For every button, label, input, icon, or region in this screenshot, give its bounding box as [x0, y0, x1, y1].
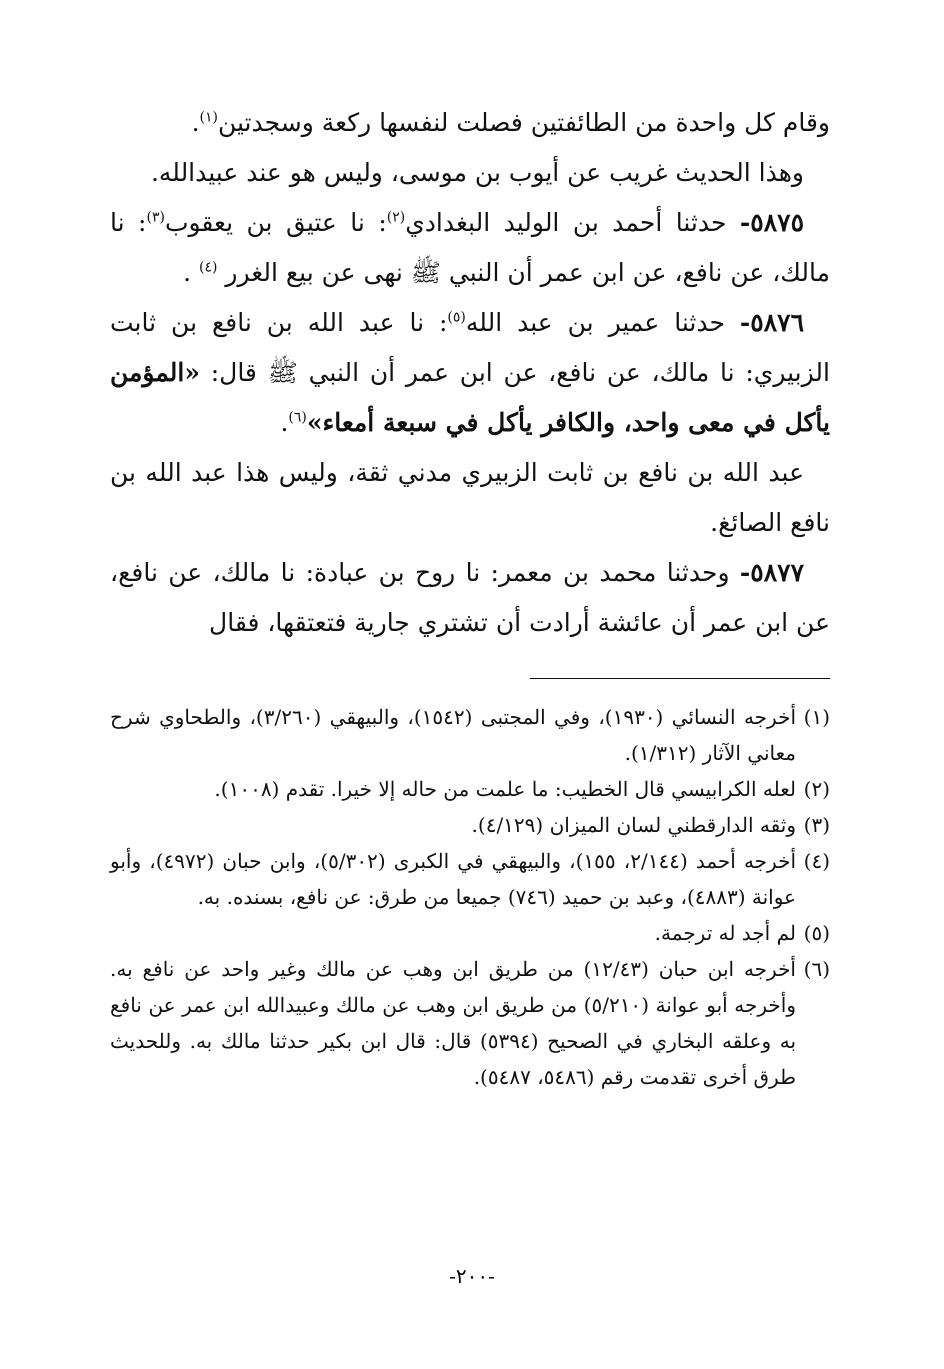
hadith-number: ٥٨٧٧- — [739, 558, 804, 587]
footnote-mark: (٢) — [803, 777, 830, 801]
hadith-text: حدثنا أحمد بن الوليد البغدادي — [405, 208, 740, 237]
footnote — [110, 807, 830, 843]
hadith-number: ٥٨٧٥- — [739, 208, 804, 237]
hadith-text: : نا عتيق بن يعقوب — [164, 208, 387, 237]
footnote-ref-6: (٦) — [288, 409, 307, 426]
footnote-ref-4: (٤) — [199, 259, 218, 276]
main-text — [110, 98, 830, 648]
paragraph-2: وهذا الحديث غريب عن أيوب بن موسى، وليس هو عند عبيدالله. — [150, 158, 804, 187]
footnote — [110, 699, 830, 771]
footnote — [110, 951, 830, 1095]
footnote-separator — [530, 678, 830, 679]
footnote-text: أخرجه النسائي (١٩٣٠)، وفي المجتبى (١٥٤٢)، والبيهقي (٣/٢٦٠)، والطحاوي شرح معاني الآثار (١/٣١٢). — [110, 705, 796, 765]
footnote-mark: (٣) — [803, 813, 830, 837]
paragraph-abdallah: عبد الله بن نافع بن ثابت الزبيري مدني ثقة، وليس هذا عبد الله بن نافع الصائغ. — [110, 458, 830, 537]
footnote — [110, 915, 830, 951]
hadith-5877 — [110, 548, 830, 648]
footnote-ref-1: (١) — [199, 109, 218, 126]
hadith-5875 — [110, 198, 830, 298]
footnote — [110, 843, 830, 915]
hadith-text: . — [183, 258, 199, 287]
hadith-text: وحدثنا محمد بن معمر: نا روح بن عبادة: نا مالك، عن نافع، عن ابن عمر أن عائشة أرادت أن تشتري جارية فتعتقها، فقال — [110, 558, 830, 637]
footnote — [110, 771, 830, 807]
hadith-number: ٥٨٧٦- — [739, 308, 805, 337]
hadith-text: : نا مالك، عن نافع، عن ابن عمر أن النبي ﷺ نهى عن بيع الغرر — [110, 208, 830, 287]
footnote-mark: (٥) — [803, 921, 830, 945]
footnote-ref-3: (٣) — [146, 209, 165, 226]
footnote-mark: (٦) — [803, 957, 830, 981]
hadith-text: . — [280, 408, 289, 437]
page-number: -٢٠٠- — [449, 1264, 495, 1288]
paragraph-1: وقام كل واحدة من الطائفتين فصلت لنفسها ركعة وسجدتين$^{(١)}$. — [191, 108, 830, 137]
footnote-ref-5: (٥) — [447, 309, 466, 326]
paragraph-1-text: وقام كل واحدة من الطائفتين فصلت لنفسها ركعة وسجدتين — [217, 108, 830, 137]
footnote-text: وثقه الدارقطني لسان الميزان (٤/١٢٩). — [471, 813, 796, 837]
footnote-text: أخرجه ابن حبان (١٢/٤٣) من طريق ابن وهب عن مالك وغير واحد عن نافع به. وأخرجه أبو عوانة (٥/٢١٠) من طريق ابن وهب عن مالك وعبيدالله ابن عمر عن نافع به وعلقه البخاري في الصحيح (٥٣٩٤) قال: قال ابن بكير حدثنا مالك به. وللحديث طرق أخرى تقدمت رقم (٥٤٨٦، ٥٤٨٧). — [110, 957, 797, 1089]
footnote-ref-2: (٢) — [386, 209, 406, 226]
hadith-matn: «المؤمن يأكل في معى واحد، والكافر يأكل في سبعة أمعاء» — [110, 358, 830, 437]
hadith-text: : نا عبد الله بن نافع بن ثابت الزبيري: نا مالك، عن نافع، عن ابن عمر أن النبي ﷺ قال: — [110, 308, 830, 387]
footnote-text: لعله الكرابيسي قال الخطيب: ما علمت من حاله إلا خيرا. تقدم (١٠٠٨). — [214, 777, 796, 801]
footnote-text: أخرجه أحمد (٢/١٤٤، ١٥٥)، والبيهقي في الكبرى (٥/٣٠٢)، وابن حبان (٤٩٧٢)، وأبو عوانة (٤٨٨٣)، وعبد بن حميد (٧٤٦) جميعا من طرق: عن نافع، بسنده. به. — [110, 849, 797, 909]
hadith-5876 — [110, 298, 830, 448]
footnote-mark: (٤) — [803, 849, 830, 873]
footnote-text: لم أجد له ترجمة. — [654, 921, 796, 945]
hadith-text: حدثنا عمير بن عبد الله — [465, 308, 740, 337]
footnotes — [110, 699, 830, 1095]
footnote-mark: (١) — [803, 705, 830, 729]
page-body — [110, 98, 830, 1095]
